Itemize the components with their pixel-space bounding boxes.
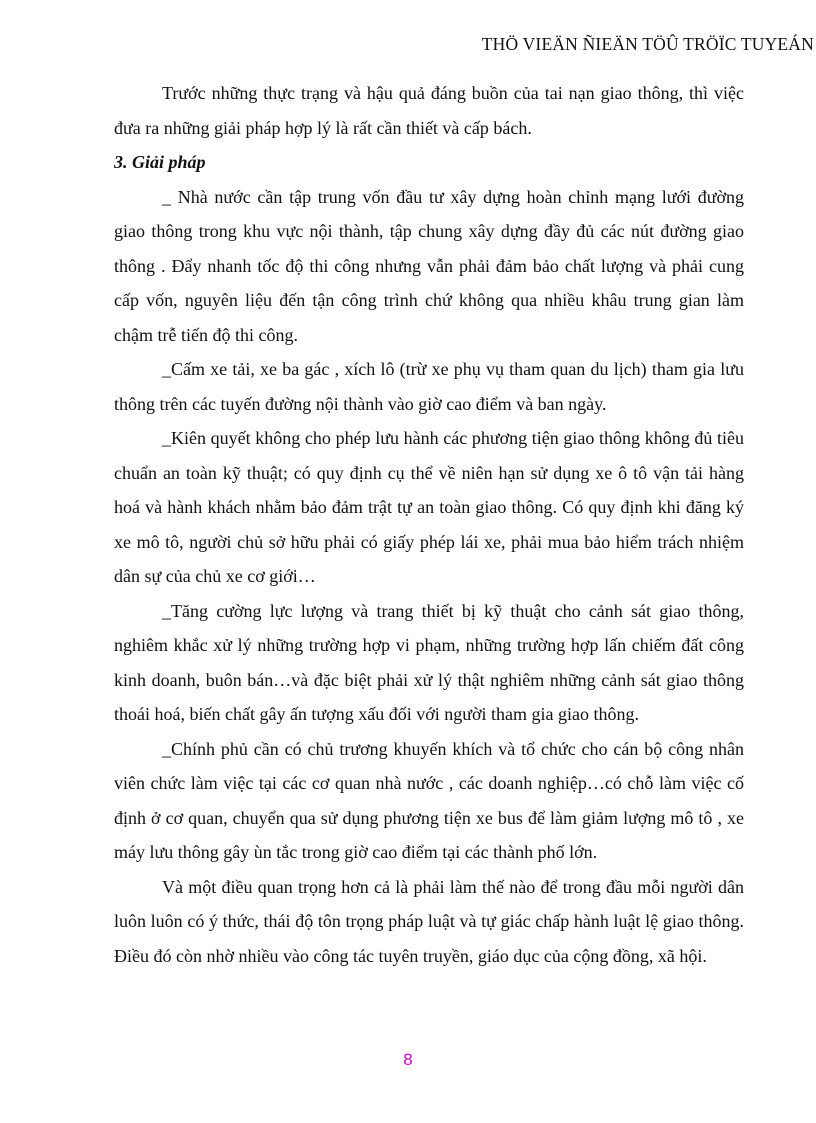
solution-paragraph-1: _ Nhà nước cần tập trung vốn đầu tư xây dựng hoàn chỉnh mạng lưới đường giao thông trong khu vực nội thành, tập chung xây dựng đầy đủ các nút đường giao thông . Đẩy nhanh tốc độ thi công nhưng vẫn phải đảm bảo chất lượng và phải cung cấp vốn, nguyên liệu đến tận công trình chứ không qua nhiều khâu trung gian làm chậm trễ tiến độ thi công.: [114, 186, 744, 345]
solution-paragraph-3: _Kiên quyết không cho phép lưu hành các phương tiện giao thông không đủ tiêu chuẩn an toàn kỹ thuật; có quy định cụ thể về niên hạn sử dụng xe ô tô vận tải hàng hoá và hành khách nhằm bảo đảm trật tự an toàn giao thông. Có quy định khi đăng ký xe mô tô, người chủ sở hữu phải có giấy phép lái xe, phải mua bảo hiểm trách nhiệm dân sự của chủ xe cơ giới…: [114, 428, 744, 586]
solution-paragraph-4: _Tăng cường lực lượng và trang thiết bị kỹ thuật cho cảnh sát giao thông, nghiêm khắc xử lý những trường hợp vi phạm, những trường hợp lấn chiếm đất công kinh doanh, buôn bán…và đặc biệt phải xử lý thật nghiêm những cảnh sát giao thông thoái hoá, biến chất gây ấn tượng xấu đối với người tham gia giao thông.: [114, 600, 744, 724]
document-body: [114, 76, 744, 973]
intro-paragraph: Trước những thực trạng và hậu quả đáng buồn của tai nạn giao thông, thì việc đưa ra những giải pháp hợp lý là rất cần thiết và cấp bách.: [114, 83, 744, 138]
page-number: 8: [403, 1050, 413, 1069]
page-header: THÖ VIEÄN ÑIEÄN TÖÛ TRÖÏC TUYEÁN: [481, 34, 814, 54]
solution-paragraph-5: _Chính phủ cần có chủ trương khuyến khích và tổ chức cho cán bộ công nhân viên chức làm việc tại các cơ quan nhà nước , các doanh nghiệp…có chỗ làm việc cố định ở cơ quan, chuyển qua sử dụng phương tiện xe bus để làm giảm lượng mô tô , xe máy lưu thông gây ùn tắc trong giờ cao điểm tại các thành phố lớn.: [114, 738, 744, 862]
solution-paragraph-2: _Cấm xe tải, xe ba gác , xích lô (trừ xe phụ vụ tham quan du lịch) tham gia lưu thông trên các tuyến đường nội thành vào giờ cao điểm và ban ngày.: [114, 359, 744, 414]
conclusion-paragraph: Và một điều quan trọng hơn cả là phải làm thế nào để trong đầu mỗi người dân luôn luôn có ý thức, thái độ tôn trọng pháp luật và tự giác chấp hành luật lệ giao thông. Điều đó còn nhờ nhiều vào công tác tuyên truyền, giáo dục của cộng đồng, xã hội.: [114, 876, 744, 966]
section-heading: 3. Giải pháp: [114, 152, 206, 172]
